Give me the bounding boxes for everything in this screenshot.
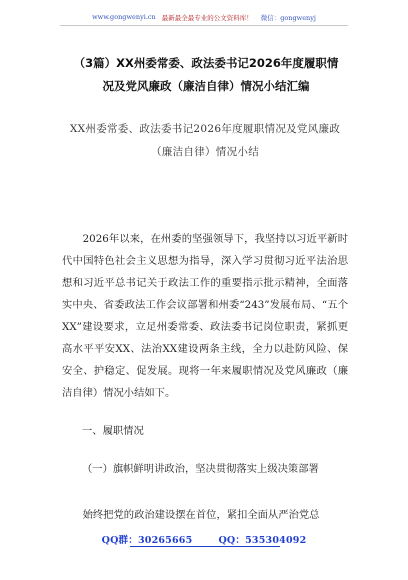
body-paragraph-2: 始终把党的政治建设摆在首位，紧扣全面从严治党总 [82, 509, 320, 521]
footer-qq: QQ：535304092 [218, 535, 307, 546]
header-slogan: 最新最全最专业的公文资料库！ [161, 13, 253, 22]
header-wechat: 微信：gongwenyj [260, 13, 316, 22]
footer-underline [130, 546, 280, 547]
footer-qq-group: QQ群：30265665 [101, 535, 193, 546]
page-footer [0, 532, 408, 546]
intro-paragraph: 2026年以来，在州委的坚强领导下，我坚持以习近平新时代中国特色社会主义思想为指导，深入学习贯彻习近平法治思想和习近平总书记关于政法工作的重要指示批示精神，全面落实中央、省委政法工作会议部署和州委“243”发展布局、“五个XX”建设要求，立足州委常委、政法委书记岗位职责，紧抓更高水平平安XX、法治XX建设两条主线，全力以赴防风险、保安全、护稳定、促发展。现将一年来履职情况及党风廉政（廉洁自律）情况小结如下。 [62, 233, 348, 399]
header-site-link[interactable]: www.gongwenyi.cn [92, 13, 156, 21]
document-subtitle: XX州委常委、政法委书记2026年度履职情况及党风廉政（廉洁自律）情况小结 [69, 123, 341, 158]
document-title: （3篇）XX州委常委、政法委书记2026年度履职情况及党风廉政（廉洁自律）情况小结汇编 [73, 56, 339, 93]
page-header [60, 10, 348, 24]
section-heading-1: 一、履职情况 [82, 425, 144, 437]
header-divider [60, 25, 348, 26]
subsection-heading-1-1: （一）旗帜鲜明讲政治，坚决贯彻落实上级决策部署 [82, 463, 319, 475]
